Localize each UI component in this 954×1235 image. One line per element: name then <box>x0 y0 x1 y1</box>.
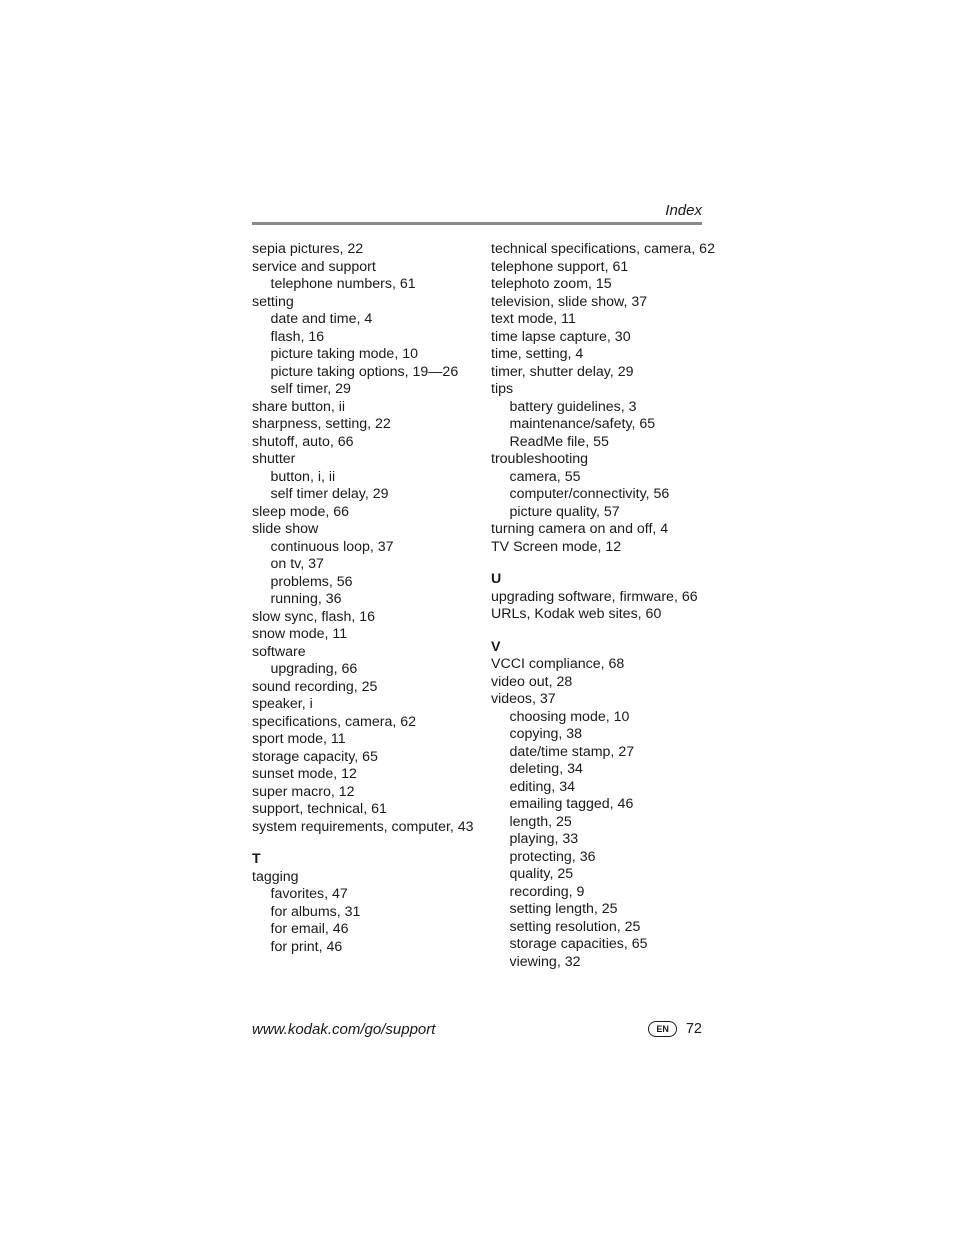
index-column-right <box>491 241 715 971</box>
index-entry: setting <box>252 293 294 310</box>
index-subentry: on tv, 37 <box>270 556 324 572</box>
index-subentry: date and time, 4 <box>270 311 373 327</box>
index-entry: time lapse capture, 30 <box>491 328 631 345</box>
index-entry: sunset mode, 12 <box>252 766 357 782</box>
index-subentry: setting resolution, 25 <box>509 918 641 935</box>
index-entry: text mode, 11 <box>491 311 576 327</box>
index-entry: share button, ii <box>252 398 346 415</box>
index-entry: videos, 37 <box>491 691 556 707</box>
index-entry: sound recording, 25 <box>252 678 378 695</box>
footer-url: www.kodak.com/go/support <box>252 1021 436 1038</box>
index-entry: tagging <box>252 868 299 885</box>
index-subentry: maintenance/safety, 65 <box>509 416 656 432</box>
index-subentry: battery guidelines, 3 <box>509 398 637 415</box>
index-subentry: problems, 56 <box>270 573 353 590</box>
index-subentry: picture taking options, 19—26 <box>270 363 459 380</box>
index-subentry: computer/connectivity, 56 <box>509 486 670 502</box>
section-spacer <box>252 836 482 851</box>
index-subentry: setting length, 25 <box>509 901 618 917</box>
index-entry: sepia pictures, 22 <box>252 241 364 257</box>
index-entry: timer, shutter delay, 29 <box>491 363 634 380</box>
index-entry: snow mode, 11 <box>252 626 348 642</box>
index-subentry: protecting, 36 <box>509 848 596 865</box>
index-entry: sport mode, 11 <box>252 731 346 747</box>
index-column-left <box>252 241 482 956</box>
index-subentry: for albums, 31 <box>270 903 361 920</box>
index-entry: shutter <box>252 451 296 467</box>
index-entry: technical specifications, camera, 62 <box>491 241 715 257</box>
index-subentry: flash, 16 <box>270 328 325 345</box>
index-entry: slide show <box>252 521 319 537</box>
index-entry: system requirements, computer, 43 <box>252 818 474 835</box>
index-entry: upgrading software, firmware, 66 <box>491 588 698 605</box>
index-subentry: self timer delay, 29 <box>270 486 389 502</box>
index-section-letter: U <box>491 571 502 587</box>
index-subentry: length, 25 <box>509 813 572 830</box>
section-spacer <box>491 624 706 639</box>
index-entry: slow sync, flash, 16 <box>252 608 376 625</box>
index-subentry: camera, 55 <box>509 468 581 485</box>
index-subentry: viewing, 32 <box>509 953 581 970</box>
language-badge: EN <box>648 1021 677 1037</box>
index-entry: specifications, camera, 62 <box>252 713 417 730</box>
index-entry: storage capacity, 65 <box>252 748 378 765</box>
index-subentry: favorites, 47 <box>270 886 348 902</box>
index-subentry: telephone numbers, 61 <box>270 276 416 292</box>
index-entry: shutoff, auto, 66 <box>252 433 354 450</box>
index-subentry: running, 36 <box>270 591 342 607</box>
index-subentry: date/time stamp, 27 <box>509 743 635 760</box>
index-entry: telephone support, 61 <box>491 258 629 275</box>
index-subentry: upgrading, 66 <box>270 661 358 677</box>
index-subentry: for print, 46 <box>270 938 343 955</box>
page-header-title: Index <box>665 202 702 219</box>
index-entry: tips <box>491 381 514 397</box>
index-subentry: editing, 34 <box>509 778 575 795</box>
index-subentry: choosing mode, 10 <box>509 708 630 725</box>
index-section-letter: T <box>252 851 261 867</box>
index-entry: television, slide show, 37 <box>491 293 648 310</box>
index-subentry: copying, 38 <box>509 726 583 742</box>
index-entry: support, technical, 61 <box>252 801 387 817</box>
index-entry: turning camera on and off, 4 <box>491 521 669 537</box>
index-entry: video out, 28 <box>491 673 573 690</box>
index-subentry: continuous loop, 37 <box>270 538 394 555</box>
index-subentry: self timer, 29 <box>270 381 351 397</box>
footer-page-info <box>648 1021 702 1037</box>
index-entry: TV Screen mode, 12 <box>491 538 622 555</box>
header-rule <box>252 222 702 225</box>
index-section-letter: V <box>491 638 501 655</box>
index-entry: time, setting, 4 <box>491 346 584 362</box>
index-entry: telephoto zoom, 15 <box>491 276 612 292</box>
index-entry: sleep mode, 66 <box>252 503 350 520</box>
index-subentry: quality, 25 <box>509 866 574 882</box>
index-entry: troubleshooting <box>491 451 589 467</box>
index-entry: service and support <box>252 258 376 275</box>
index-entry: software <box>252 643 306 660</box>
index-subentry: ReadMe file, 55 <box>509 433 609 450</box>
index-subentry: for email, 46 <box>270 921 349 937</box>
index-subentry: emailing tagged, 46 <box>509 796 634 812</box>
index-subentry: storage capacities, 65 <box>509 936 648 952</box>
index-subentry: picture taking mode, 10 <box>270 346 418 362</box>
index-entry: VCCI compliance, 68 <box>491 656 625 672</box>
index-subentry: recording, 9 <box>509 883 585 900</box>
index-subentry: button, i, ii <box>270 468 336 485</box>
section-spacer <box>491 556 706 571</box>
page-number: 72 <box>685 1021 702 1037</box>
index-entry: sharpness, setting, 22 <box>252 416 391 432</box>
index-entry: speaker, i <box>252 696 313 712</box>
index-subentry: playing, 33 <box>509 831 579 847</box>
index-subentry: picture quality, 57 <box>509 503 620 520</box>
index-entry: super macro, 12 <box>252 783 355 800</box>
index-entry: URLs, Kodak web sites, 60 <box>491 606 662 622</box>
index-subentry: deleting, 34 <box>509 761 583 777</box>
